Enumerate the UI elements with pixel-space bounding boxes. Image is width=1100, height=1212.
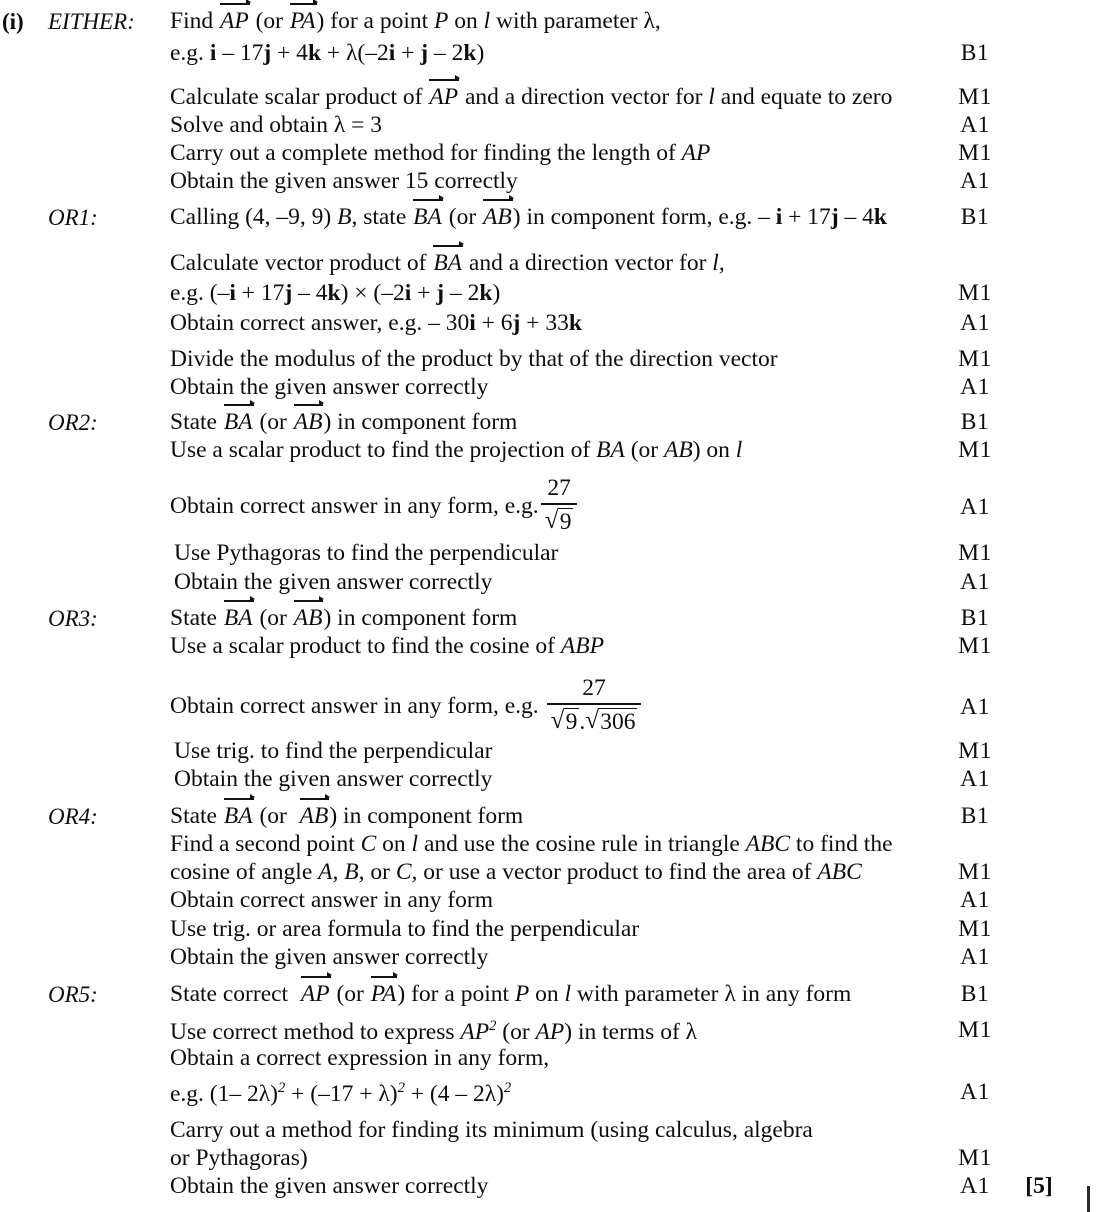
text-fragment: State correct: [170, 981, 294, 1007]
or2-line1: [170, 411, 940, 435]
question-number: (i): [2, 9, 24, 34]
vector-ab: AB: [293, 605, 323, 631]
scheme-label-either: EITHER:: [48, 9, 135, 34]
mark-a1: A1: [960, 374, 990, 400]
or1-line2: [170, 252, 940, 276]
fraction-27-over-sqrt9: [541, 476, 578, 536]
text-fragment: with parameter: [571, 981, 725, 1007]
mark-m1: M1: [958, 84, 992, 110]
vector-ab: AB: [293, 409, 323, 435]
or3-line4: Use trig. to find the perpendicular: [174, 738, 493, 764]
text-fragment: (or: [442, 204, 483, 230]
point-p: P: [514, 981, 530, 1007]
vector-ab: AB: [299, 803, 329, 829]
text-fragment: Obtain correct answer in any form, e.g.: [170, 693, 539, 720]
text-fragment: on: [529, 981, 565, 1007]
vector-ba: BA: [433, 250, 463, 276]
or3-line5: Obtain the given answer correctly: [174, 766, 493, 792]
text-fragment: or use a vector product to find the area of: [417, 859, 818, 885]
mark-m1: M1: [958, 633, 992, 659]
either-line3: [170, 86, 940, 110]
mark-a1: A1: [960, 494, 990, 520]
or5-line2: [170, 1019, 940, 1044]
text-fragment: Use correct method to express: [170, 1018, 461, 1045]
mark-m1: M1: [958, 280, 992, 306]
point-p: P: [434, 8, 449, 34]
text-fragment: and equate to zero: [714, 84, 893, 110]
fraction-numerator: 27: [582, 675, 606, 701]
mark-a1: A1: [960, 766, 990, 792]
text-fragment: State: [170, 409, 223, 435]
total-marks-badge: [5]: [1025, 1173, 1053, 1199]
or2-line3: [170, 475, 940, 538]
line-l: l: [708, 84, 715, 110]
text-fragment: + (–17 + λ): [285, 1080, 398, 1107]
or4-line5: Use trig. or area formula to find the perpendicular: [170, 916, 640, 942]
line-l: l: [712, 250, 719, 276]
lambda-symbol: λ,: [643, 8, 661, 34]
vector-ap: AP: [429, 84, 459, 110]
mark-b1: B1: [960, 803, 990, 829]
or4-line3: [170, 861, 940, 885]
or5-line4: [170, 1081, 940, 1106]
radical-sign: √: [585, 706, 599, 734]
or5-line6: or Pythagoras): [170, 1145, 308, 1171]
text-fragment: on: [376, 831, 412, 857]
exponent-two: 2: [503, 1080, 512, 1096]
mark-m1: M1: [958, 540, 992, 566]
or5-line7: Obtain the given answer correctly: [170, 1173, 489, 1199]
text-fragment: and a direction vector for: [459, 84, 709, 110]
sqrt-icon: [551, 707, 580, 736]
radical-sign: √: [550, 706, 565, 734]
or2-line4: Use Pythagoras to find the perpendicular: [174, 540, 559, 566]
lambda-symbol: λ: [685, 1018, 698, 1045]
radicand: 306: [600, 708, 636, 735]
vector-ap: AP: [300, 981, 330, 1007]
or3-line1: [170, 607, 940, 631]
text-fragment: to find the: [790, 831, 893, 857]
page-edge-mark: [1087, 1186, 1090, 1212]
or1-line1: [170, 206, 940, 230]
scheme-label-or3: OR3:: [48, 606, 98, 631]
or1-line5: Divide the modulus of the product by that of the direction vector: [170, 346, 778, 372]
radicand: 9: [565, 708, 578, 735]
text-fragment: (or: [330, 981, 370, 1007]
or3-line2: [170, 635, 940, 659]
sqrt-icon: [585, 707, 637, 736]
mark-a1: A1: [960, 887, 990, 913]
or1-line3: e.g. (–i + 17j – 4k) × (–2i + j – 2k): [170, 280, 501, 306]
mark-m1: M1: [958, 916, 992, 942]
text-fragment: ) for a point: [316, 8, 435, 34]
line-l: l: [483, 8, 491, 34]
text-fragment: Find a second point: [170, 831, 361, 857]
exponent-two: 2: [277, 1080, 286, 1096]
text-fragment: State: [170, 803, 223, 829]
either-line2: [170, 42, 940, 66]
text-fragment: Calculate scalar product of: [170, 84, 429, 110]
scheme-label-or4: OR4:: [48, 804, 98, 829]
angle-abp: ABP: [560, 633, 604, 659]
text-fragment: ) in terms of: [564, 1018, 686, 1045]
vector-ab-plain: AB: [664, 437, 693, 463]
vector-ba: BA: [223, 803, 253, 829]
vector-expression: e.g. i – 17j + 4k + λ(–2i + j – 2k): [170, 40, 485, 66]
text-fragment: + (4 – 2λ): [404, 1080, 504, 1107]
lambda-symbol: λ: [724, 981, 736, 1007]
text-fragment: (or: [496, 1018, 536, 1045]
mark-a1: A1: [960, 944, 990, 970]
or4-line2: [170, 833, 940, 857]
exponent-two: 2: [489, 1018, 497, 1034]
point-c: C: [360, 831, 377, 857]
either-line1: [170, 10, 940, 34]
mark-m1: M1: [958, 140, 992, 166]
scheme-label-or5: OR5:: [48, 982, 98, 1007]
either-line5: [170, 142, 940, 166]
segment-ap-squared: AP: [460, 1018, 490, 1045]
mark-a1: A1: [960, 569, 990, 595]
fraction-27-over-sqrt9-sqrt306: [547, 676, 642, 736]
or5-line3: Obtain a correct expression in any form,: [170, 1045, 550, 1071]
angle-b: B,: [344, 859, 365, 885]
or3-line3: [170, 675, 940, 738]
angle-c: C,: [395, 859, 418, 885]
mark-b1: B1: [960, 409, 990, 435]
radicand: 9: [559, 508, 572, 535]
radical-sign: √: [544, 506, 559, 534]
mark-a1: A1: [960, 112, 990, 138]
exponent-two: 2: [397, 1080, 405, 1096]
triangle-abc: ABC: [745, 831, 791, 857]
mark-m1: M1: [958, 437, 992, 463]
text-fragment: ) for a point: [397, 981, 515, 1007]
text-fragment: Find: [170, 8, 219, 34]
component-form-expression: ) in component form, e.g. – i + 17j – 4k: [512, 204, 887, 230]
vector-ba: BA: [413, 204, 442, 230]
text-fragment: cosine of angle: [170, 859, 319, 885]
line-l: l: [411, 831, 419, 857]
text-fragment: ) in component form: [323, 409, 518, 435]
or2-line2: [170, 439, 940, 463]
text-fragment: Carry out a complete method for finding the length of: [170, 140, 682, 166]
or4-line1: [170, 805, 940, 829]
text-fragment: State: [170, 605, 223, 631]
mark-m1: M1: [958, 1017, 992, 1043]
text-fragment: (or: [624, 437, 664, 463]
text-fragment: and use the cosine rule in triangle: [418, 831, 746, 857]
line-l: l: [564, 981, 572, 1007]
segment-ap: AP: [535, 1018, 565, 1045]
mark-a1: A1: [960, 1173, 990, 1199]
or1-line6: Obtain the given answer correctly: [170, 374, 489, 400]
text-fragment: (or: [253, 803, 293, 829]
point-b: B: [337, 204, 352, 230]
mark-m1: M1: [958, 1145, 992, 1171]
mark-a1: A1: [960, 1079, 990, 1105]
vector-ap: AP: [219, 8, 249, 34]
or4-line6: Obtain the given answer correctly: [170, 944, 489, 970]
fraction-bar: [547, 703, 642, 705]
or5-line5: Carry out a method for finding its minimum (using calculus, algebra: [170, 1117, 813, 1143]
text-fragment: with parameter: [490, 8, 644, 34]
text-fragment: and a direction vector for: [463, 250, 713, 276]
fraction-numerator: 27: [547, 475, 571, 501]
text-fragment: ,: [718, 250, 725, 276]
text-fragment: Calculate vector product of: [170, 250, 433, 276]
text-fragment: or: [364, 859, 396, 885]
or2-line5: Obtain the given answer correctly: [174, 569, 493, 595]
mark-m1: M1: [958, 346, 992, 372]
fraction-bar: [541, 503, 578, 505]
vector-pa: PA: [370, 981, 397, 1007]
text-fragment: ) in component form: [323, 605, 518, 631]
text-fragment: ) on: [692, 437, 736, 463]
mark-b1: B1: [960, 204, 990, 230]
fraction-denominator: [547, 706, 642, 736]
mark-m1: M1: [958, 738, 992, 764]
vector-ab: AB: [483, 204, 512, 230]
text-fragment: (or: [253, 409, 293, 435]
scheme-label-or2: OR2:: [48, 410, 98, 435]
triangle-abc: ABC: [817, 859, 862, 885]
vector-ba: BA: [223, 409, 253, 435]
mark-m1: M1: [958, 859, 992, 885]
text-fragment: (or: [253, 605, 293, 631]
segment-ap: AP: [681, 140, 711, 166]
or5-line1: [170, 983, 940, 1007]
text-fragment: Calling (4, –9, 9): [170, 204, 338, 230]
vector-ba: BA: [223, 605, 253, 631]
fraction-denominator: [541, 506, 578, 536]
text-fragment: (or: [249, 8, 289, 34]
text-fragment: on: [448, 8, 484, 34]
text-fragment: e.g. (1– 2λ): [170, 1080, 278, 1107]
text-fragment: ) in component form: [329, 803, 524, 829]
vector-ba-plain: BA: [596, 437, 625, 463]
multiplication-separator: .: [579, 708, 586, 735]
line-l: l: [735, 437, 743, 463]
sqrt-icon: [545, 507, 574, 536]
text-fragment: in any form: [735, 981, 852, 1007]
either-line6: Obtain the given answer 15 correctly: [170, 168, 518, 194]
text-fragment: Obtain correct answer in any form, e.g.: [170, 493, 539, 520]
mark-b1: B1: [960, 605, 990, 631]
mark-a1: A1: [960, 168, 990, 194]
vector-pa: PA: [289, 8, 316, 34]
or4-line4: Obtain correct answer in any form: [170, 887, 493, 913]
text-fragment: Use a scalar product to find the projection of: [170, 437, 597, 463]
text-fragment: , state: [351, 204, 413, 230]
mark-b1: B1: [960, 981, 990, 1007]
mark-a1: A1: [960, 310, 990, 336]
mark-b1: B1: [960, 40, 990, 66]
either-line4: Solve and obtain λ = 3: [170, 112, 382, 138]
angle-a: A,: [318, 859, 339, 885]
text-fragment: Use a scalar product to find the cosine of: [170, 633, 561, 659]
scheme-label-or1: OR1:: [48, 205, 98, 230]
or1-line4: Obtain correct answer, e.g. – 30i + 6j + 33k: [170, 310, 582, 336]
mark-a1: A1: [960, 694, 990, 720]
